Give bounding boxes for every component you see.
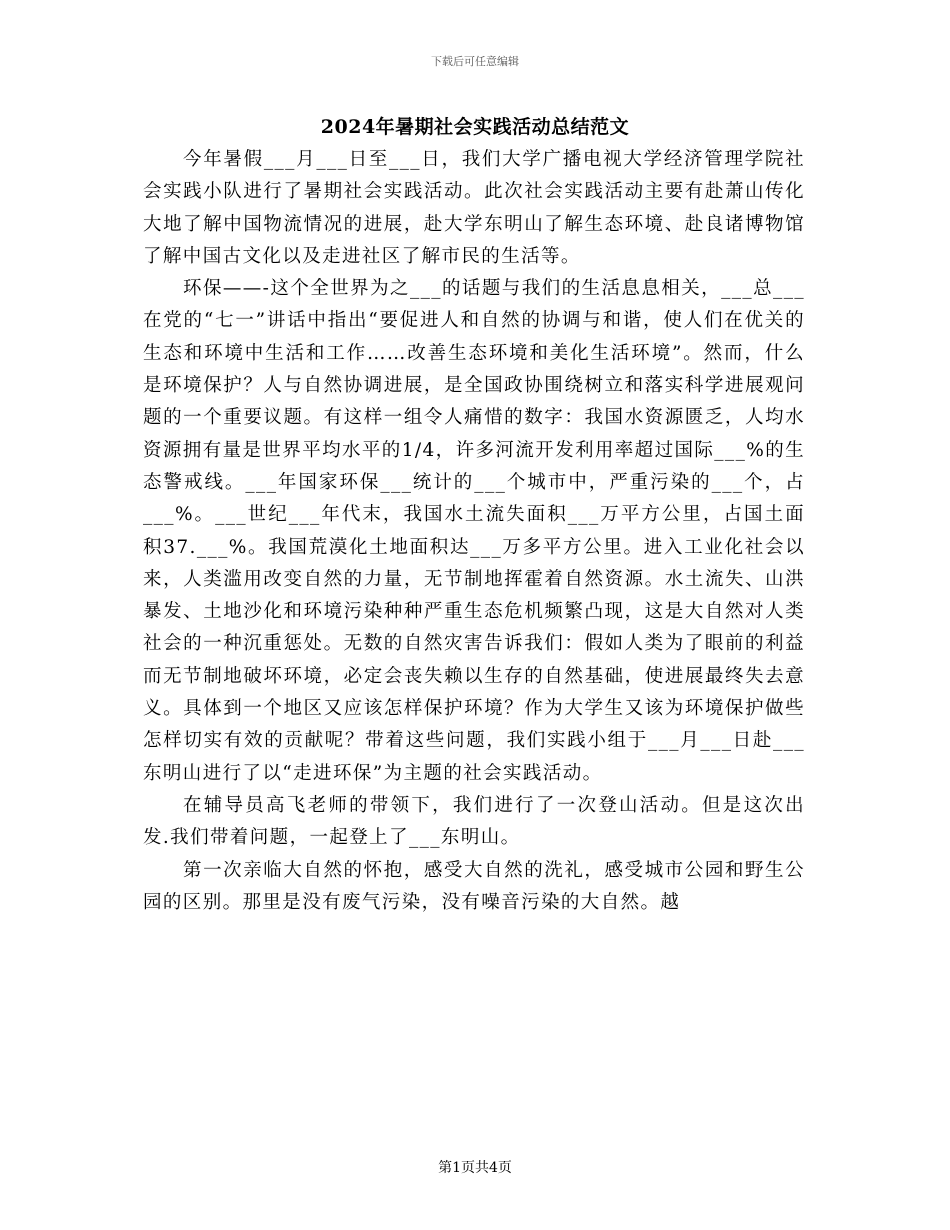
paragraph-4: 第一次亲临大自然的怀抱，感受大自然的洗礼，感受城市公园和野生公园的区别。那里是没有废气污染，没有噪音污染的大自然。越: [143, 859, 805, 913]
page-footer-page-number: 第1页共4页: [438, 1160, 512, 1176]
document-body: [143, 144, 805, 919]
paragraph-2: 环保——-这个全世界为之___的话题与我们的生活息息相关，___总___在党的“七一”讲话中指出“要促进人和自然的协调与和谐，使人们在优关的生态和环境中生活和工作……改善生态环境和美化生活环境”。然而，什么是环境保护？人与自然协调进展，是全国政协围绕树立和落实科学进展观问题的一个重要议题。有这样一组令人痛惜的数字：我国水资源匮乏，人均水资源拥有量是世界平均水平的1/4，许多河流开发利用率超过国际___%的生态警戒线。___年国家环保___统计的___个城市中，严重污染的___个，占___%。___世纪___年代末，我国水土流失面积___万平方公里，占国土面积37.___%。我国荒漠化土地面积达___万多平方公里。进入工业化社会以来，人类滥用改变自然的力量，无节制地挥霍着自然资源。水土流失、山洪暴发、土地沙化和环境污染种种严重生态危机频繁凸现，这是大自然对人类社会的一种沉重惩处。无数的自然灾害告诉我们：假如人类为了眼前的利益而无节制地破坏环境，必定会丧失赖以生存的自然基础，使进展最终失去意义。具体到一个地区又应该怎样保护环境？作为大学生又该为环境保护做些怎样切实有效的贡献呢？带着这些问题，我们实践小组于___月___日赴___东明山进行了以“走进环保”为主题的社会实践活动。: [143, 278, 806, 784]
document-title: 2024年暑期社会实践活动总结范文: [320, 116, 630, 138]
paragraph-1: 今年暑假___月___日至___日，我们大学广播电视大学经济管理学院社会实践小队进行了暑期社会实践活动。此次社会实践活动主要有赴萧山传化大地了解中国物流情况的进展，赴大学东明山了解生态环境、赴良诸博物馆了解中国古文化以及走进社区了解市民的生活等。: [143, 149, 805, 267]
paragraph-3: 在辅导员高飞老师的带领下，我们进行了一次登山活动。但是这次出发.我们带着问题，一起登上了___东明山。: [143, 794, 805, 849]
page-header-note: 下载后可任意编辑: [431, 55, 519, 68]
